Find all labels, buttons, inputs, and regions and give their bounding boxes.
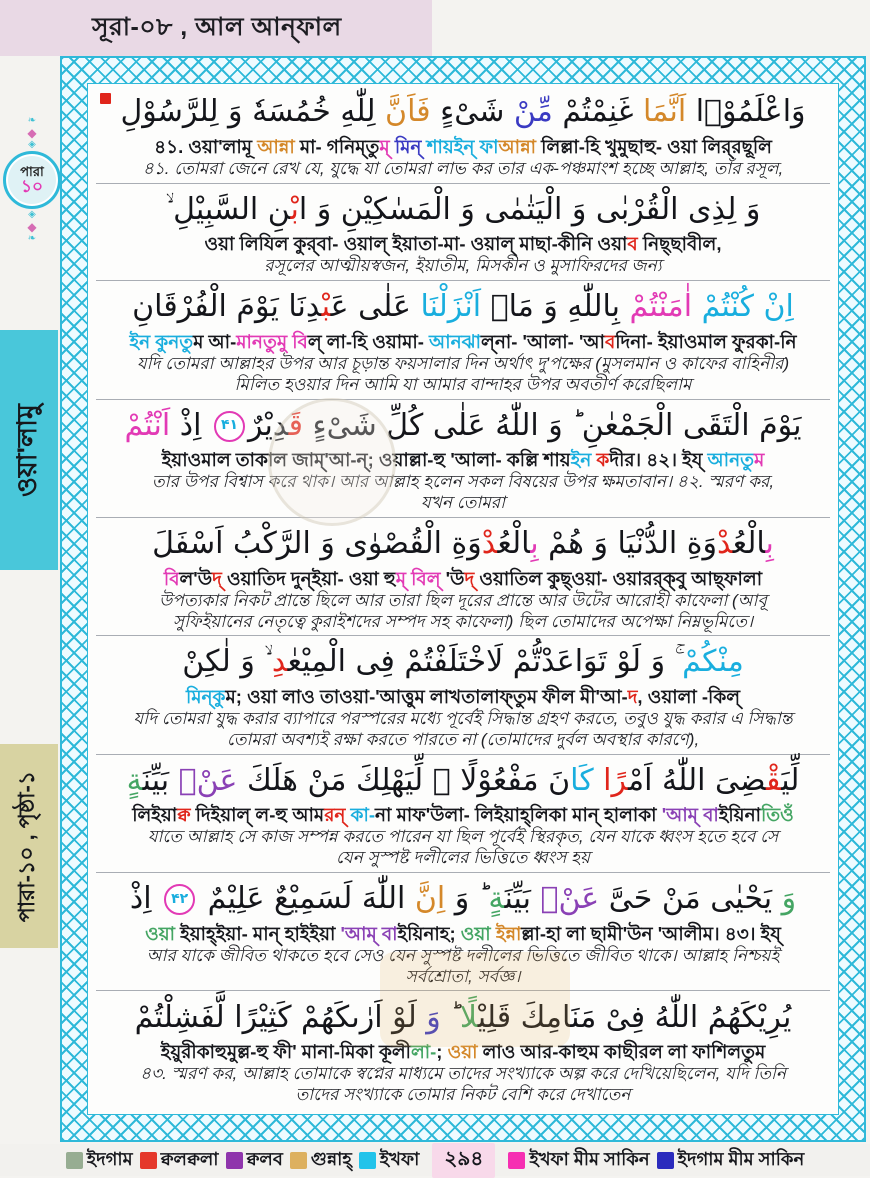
translation-line: উপত্যকার নিকট প্রান্তে ছিলে আর তারা ছিল দূরের প্রান্তে আর উটের আরোহী কাফেলা (আবূ bbox=[159, 590, 767, 610]
text-segment: ক্ব bbox=[177, 804, 191, 826]
text-segment: ম আ- bbox=[193, 331, 237, 353]
text-segment: ওয়া bbox=[447, 1041, 478, 1063]
translation-line-2: যেন সুস্পষ্ট দলীলের ভিত্তিতে ধ্বংস হয় bbox=[336, 848, 590, 868]
arabic-line bbox=[98, 997, 828, 1040]
transliteration-line bbox=[98, 567, 828, 591]
transliteration-line bbox=[98, 1040, 828, 1064]
text-segment: দিইয়াল্ ল-হু আম bbox=[190, 804, 325, 826]
surah-header bbox=[0, 0, 432, 56]
text-segment: ۚ وَ لَوْ تَوَاعَدْتُّمْ لَاخْتَلَفْتُمْ فِی الْمِیْعٰ bbox=[287, 644, 683, 680]
legend-item bbox=[657, 1145, 805, 1176]
text-segment: দ bbox=[627, 686, 638, 708]
text-segment: ৪১. ওয়া'লামূ bbox=[154, 135, 258, 157]
text-segment: ةٍ bbox=[126, 762, 143, 798]
text-segment: اِنَّ bbox=[414, 881, 446, 917]
text-segment: ব bbox=[604, 331, 616, 353]
text-segment: قْ bbox=[766, 762, 782, 798]
text-segment: وَةِ الدُّنْیَا وَ هُمْ bbox=[538, 526, 717, 562]
legend-item bbox=[66, 1145, 133, 1176]
text-segment: দ্ bbox=[464, 567, 475, 589]
text-segment: ; bbox=[436, 1041, 448, 1063]
text-segment: بِ bbox=[765, 526, 774, 562]
text-segment: ইন কুনতু bbox=[129, 331, 194, 353]
text-segment: বি bbox=[163, 567, 180, 589]
text-segment: নিছ্‌ছাবীল, bbox=[637, 233, 722, 255]
verse-block bbox=[96, 89, 830, 183]
translation-line-2: যখন তোমরা bbox=[420, 493, 506, 513]
translation-line: রসূলের আত্মীয়স্বজন, ইয়াতীম, মিসকীন ও মুসাফিরদের জন্য bbox=[264, 256, 662, 276]
text-segment: بَیِّنَ bbox=[504, 881, 541, 917]
page-ref-label: পারা-১০ , পৃষ্ঠা-১ bbox=[14, 770, 40, 922]
sidebar-tab-para-name bbox=[0, 330, 58, 570]
legend-item bbox=[226, 1145, 283, 1176]
text-segment: ةٍ bbox=[488, 881, 505, 917]
text-segment: ضِیَ اللّٰهُ اَمْ bbox=[628, 762, 767, 798]
legend-label: ক্বলব bbox=[246, 1148, 283, 1169]
text-segment: لِّیَ bbox=[781, 762, 800, 798]
tajweed-legend bbox=[0, 1144, 870, 1176]
arabic-line bbox=[98, 405, 828, 448]
translation-line-2: সর্বশ্রোতা, সর্বজ্ঞ। bbox=[405, 966, 521, 986]
text-segment: তিওঁ bbox=[760, 804, 794, 826]
text-segment: یُرِیْكَهُمُ اللّٰهُ فِیْ مَنَامِكَ قَلِیْ bbox=[477, 999, 792, 1035]
text-segment: بِ bbox=[530, 526, 539, 562]
text-segment: نَ مَفْعُوْلًا ۙ لِّیَهْلِكَ مَنْ هَلَكَ bbox=[237, 762, 571, 798]
translation-line: আর যাকে জীবিত থাকতে হবে সেও যেন সুস্পষ্ট দলীলের ভিত্তিতে জীবিত থাকে। আল্লাহ নিশ্চয়ই bbox=[146, 945, 780, 965]
text-segment: ওয়াতিল কুছ্‌ওয়া- ওয়ারর্‌ক্‌বু আছ্‌ফালা bbox=[474, 567, 763, 589]
translation-line-2: সুফিইয়ানের নেতৃত্বে কুরাইশদের সম্পদ সহ কাফেলা) ছিল তোমাদের অপেক্ষা নিম্নভূমিতে। bbox=[172, 611, 754, 631]
legend-label: গুন্নাহ্ bbox=[310, 1148, 352, 1169]
text-segment: ইন bbox=[570, 449, 592, 471]
text-segment: আন্না bbox=[257, 135, 295, 157]
text-segment: غَنِمْتُمْ bbox=[552, 94, 643, 130]
text-segment: اِذْ bbox=[129, 881, 162, 917]
text-segment: دِیْرٌ bbox=[247, 407, 289, 443]
page-number: ২৯৪ bbox=[432, 1143, 495, 1178]
text-segment: ওয়া bbox=[145, 922, 175, 944]
arabic-line bbox=[98, 760, 828, 803]
text-segment: ؕ وَ bbox=[445, 881, 489, 917]
text-segment: عَنْۢ bbox=[178, 762, 238, 798]
ornament-diamond-icon: ◆ bbox=[27, 126, 37, 140]
text-segment: عَنْۢ bbox=[540, 881, 600, 917]
text-segment: ওয়া লিযিল কুর্‌বা- ওয়াল্ ইয়াতা-মা- ওয়াল্ মাছা-কীনি ওয়া bbox=[204, 233, 628, 255]
text-segment: লাও আর-কাহুম কাছীরল লা ফাশিলতুম bbox=[477, 1041, 766, 1063]
text-segment: الْعُ bbox=[497, 526, 531, 562]
text-segment: كَا bbox=[570, 762, 594, 798]
ornament-diamond-icon: ◆ bbox=[27, 220, 37, 234]
text-segment: ম; ওয়া লাও তাওয়া-'আত্তুম লাখতালাফ্‌তুম ফীল মী'আ- bbox=[225, 686, 628, 708]
text-segment: ইয়িনাহ; bbox=[397, 922, 461, 944]
text-segment: 'আম্ বা bbox=[340, 922, 398, 944]
legend-color-swatch bbox=[657, 1152, 674, 1169]
text-segment: وَةِ الْقُصْوٰی وَ الرَّكْبُ اَسْفَلَ bbox=[152, 526, 482, 562]
legend-color-swatch bbox=[290, 1152, 307, 1169]
text-segment: قَ bbox=[288, 407, 303, 443]
legend-item bbox=[359, 1145, 420, 1176]
translation-line: তার উপর বিশ্বাস করে থাক। আর আল্লাহ হলেন সকল বিষয়ের উপর ক্ষমতাবান। ৪২. স্মরণ কর, bbox=[151, 472, 775, 492]
text-segment: ম্ বিল্ bbox=[395, 567, 441, 589]
text-segment: ওয়া bbox=[460, 922, 496, 944]
text-segment: وَاعْلَمُوْۤا bbox=[686, 94, 806, 130]
text-segment: ম bbox=[754, 449, 765, 471]
legend-item bbox=[140, 1145, 219, 1176]
text-segment: بَیِّنَ bbox=[142, 762, 179, 798]
sidebar-tab-page-ref bbox=[0, 744, 58, 948]
arabic-line bbox=[98, 286, 828, 329]
arabic-line bbox=[98, 523, 828, 566]
ruku-marker-square bbox=[100, 93, 111, 104]
text-segment: اِنْ كُنْتُمْ bbox=[701, 289, 794, 325]
legend-item bbox=[508, 1145, 649, 1176]
arabic-line bbox=[98, 641, 828, 684]
text-segment: , ওয়ালা -কিল্ bbox=[637, 686, 741, 708]
text-segment: মানতুমু বি bbox=[236, 331, 308, 353]
legend-label: ইদগাম মীম সাকিন bbox=[677, 1148, 805, 1169]
text-segment: دْ bbox=[717, 526, 733, 562]
legend-item bbox=[290, 1145, 352, 1176]
text-segment: ল্ লা-হি ওয়ামা- bbox=[307, 331, 430, 353]
text-segment: الْعُ bbox=[732, 526, 766, 562]
verse-block bbox=[96, 639, 830, 754]
text-segment: রন্ bbox=[324, 804, 346, 826]
text-segment: মা- গনিম্‌তু bbox=[294, 135, 380, 157]
translation-line: যদি তোমরা আল্লাহর উপর আর চূড়ান্ত ফয়সালার দিন অর্থাৎ দু'পক্ষের (মুসলমান ও কাফের বাহিনীর) bbox=[136, 354, 790, 374]
text-segment: শায়ইন্ ফা bbox=[426, 135, 499, 157]
verse-block bbox=[96, 284, 830, 399]
para-badge bbox=[3, 151, 61, 209]
legend-label: ইখফা মীম সাকিন bbox=[529, 1148, 650, 1169]
para-badge-number: ১০ bbox=[20, 177, 44, 197]
verse-block bbox=[96, 403, 830, 518]
legend-color-swatch bbox=[508, 1152, 525, 1169]
para-ornament bbox=[4, 96, 60, 264]
text-segment: اِذْ bbox=[170, 407, 211, 443]
text-segment: رًا bbox=[603, 762, 629, 798]
legend-color-swatch bbox=[226, 1152, 243, 1169]
legend-label: ইদগাম bbox=[86, 1148, 133, 1169]
verse-block bbox=[96, 521, 830, 636]
text-segment: ইয়াওমাল তাকাল জাম্‌'আ-ন্; ওয়াল্লা-হু 'আলা- কল্লি শায় bbox=[161, 449, 571, 471]
text-segment: ক bbox=[596, 449, 610, 471]
text-segment: دِ bbox=[271, 644, 288, 680]
text-segment: ইয়িনা bbox=[718, 804, 761, 826]
text-segment: ওয়াতিদ দুন্‌ইয়া- ওয়া হু bbox=[221, 567, 396, 589]
text-segment: یَوْمَ الْتَقَی الْجَمْعٰنِ ؕ وَ اللّٰهُ عَلٰی كُلِّ شَیْءٍ bbox=[302, 407, 802, 443]
text-segment: بِاللّٰهِ وَ مَاۤ bbox=[481, 289, 630, 325]
translation-line-2: তোমরা অবশ্যই রক্ষা করতে পারতে না (তোমাদের দুর্বল অবস্থার কারণে), bbox=[226, 729, 700, 749]
text-segment: اٰمَنْتُمْ bbox=[629, 289, 693, 325]
ornament-swirl-icon: ❧ bbox=[27, 233, 37, 244]
legend-color-swatch bbox=[140, 1152, 157, 1169]
transliteration-line bbox=[98, 330, 828, 354]
text-segment: بْ bbox=[321, 289, 331, 325]
text-segment: عَلٰی عَ bbox=[330, 289, 421, 325]
text-segment: مِنْكُمْ bbox=[682, 644, 744, 680]
text-segment: اللّٰهَ لَسَمِیْعٌ عَلِیْمٌ bbox=[198, 881, 415, 917]
para-badge-word: পারা bbox=[20, 163, 44, 179]
text-segment: দীর। ৪২। ইয্ bbox=[609, 449, 708, 471]
text-segment: কা- bbox=[350, 804, 376, 826]
transliteration-line bbox=[98, 135, 828, 159]
para-name-label: ওয়া'লামু bbox=[11, 403, 42, 497]
transliteration-line bbox=[98, 448, 828, 472]
text-segment: লা- bbox=[410, 1041, 437, 1063]
text-segment: اَنْزَلْنَا bbox=[420, 289, 482, 325]
verse-block bbox=[96, 758, 830, 873]
translation-line: যদি তোমরা যুদ্ধ করার ব্যাপারে পরস্পরের মধ্যে পূর্বেই সিদ্ধান্ত গ্রহণ করতে, তবুও যুদ্ধ করার এ সিদ্ধান্ত bbox=[133, 709, 793, 729]
text-segment bbox=[692, 289, 702, 324]
legend-color-swatch bbox=[66, 1152, 83, 1169]
surah-title: সূরা-০৮ , আল আন্‌ফাল bbox=[92, 12, 342, 41]
legend-color-swatch bbox=[359, 1152, 376, 1169]
text-segment: مِّنْ bbox=[513, 94, 553, 130]
ornament-dot-icon: ◈ bbox=[28, 209, 36, 220]
text-segment: ল্‌না- 'আলা- 'আ bbox=[481, 331, 605, 353]
text-segment: লিল্লা-হি খুমুছাহু- ওয়া লির্‌রছূলি bbox=[536, 135, 772, 157]
translation-line-2: মিলিত হওয়ার দিন আমি যা আমার বান্দাহর উপর অবতীর্ণ করেছিলাম bbox=[234, 374, 692, 394]
text-segment: ম্ bbox=[379, 135, 390, 157]
transliteration-line bbox=[98, 803, 828, 827]
legend-label: ক্বলক্বলা bbox=[160, 1148, 219, 1169]
text-segment: দ্ bbox=[212, 567, 222, 589]
verse-block bbox=[96, 187, 830, 281]
text-segment: بْ bbox=[290, 191, 299, 227]
arabic-line bbox=[98, 189, 828, 232]
verse-block bbox=[96, 995, 830, 1109]
arabic-line bbox=[98, 91, 828, 134]
text-segment: 'আম্ বা bbox=[661, 804, 719, 826]
arabic-line bbox=[98, 878, 828, 921]
text-segment: اَنَّمَا bbox=[642, 94, 687, 130]
text-segment: ব bbox=[627, 233, 638, 255]
text-segment: لِلّٰهِ خُمُسَهٗ وَ لِلرَّسُوْلِ bbox=[120, 94, 386, 130]
translation-line: ৪৩. স্মরণ কর, আল্লাহ তোমাকে স্বপ্নের মাধ্যমে তাদের সংখ্যাকে অল্প করে দেখিয়েছিলেন, যদি তিনি bbox=[140, 1064, 786, 1084]
text-segment: ۙ وَ لٰكِنْ bbox=[182, 644, 272, 680]
verse-number-circle: ۴۱ bbox=[214, 411, 245, 442]
ornament-dot-icon: ◈ bbox=[28, 139, 36, 150]
transliteration-line bbox=[98, 922, 828, 946]
text-segment: ইয়ুরীকাহুমুল্ল-হু ফী' মানা-মিকা কূলী bbox=[160, 1041, 411, 1063]
translation-line: যাতে আল্লাহ সে কাজ সম্পন্ন করতে পারেন যা ছিল পূর্বেই স্থিরকৃত, যেন যাকে ধ্বংস হতে হবে সে bbox=[147, 827, 779, 847]
text-segment: اَنْتُمْ bbox=[124, 407, 171, 443]
text-segment: نِ السَّبِیْلِ ۙ bbox=[165, 191, 291, 227]
ornament-swirl-icon: ❧ bbox=[27, 115, 37, 126]
quran-text-area bbox=[87, 83, 839, 1115]
text-segment: না মাফ'উলা- লিইয়াহ্‌লিকা মান্ হালাকা bbox=[375, 804, 662, 826]
text-segment: আনঝা bbox=[429, 331, 482, 353]
text-segment: وَ bbox=[426, 999, 441, 1035]
text-segment: মিন্‌কু bbox=[185, 686, 226, 708]
text-segment: دِنَا یَوْمَ الْفُرْقَانِ bbox=[132, 289, 322, 325]
text-segment: لَوْ اَرٰىكَهُمْ كَثِیْرًا لَّفَشِلْتُمْ bbox=[134, 999, 427, 1035]
text-segment: আনতু bbox=[707, 449, 755, 471]
lattice-border-frame bbox=[60, 56, 866, 1142]
text-segment: ؕ bbox=[440, 999, 460, 1035]
verse-block bbox=[96, 876, 830, 991]
text-segment: شَیْءٍ bbox=[430, 94, 514, 130]
text-segment: দিনা- ইয়াওমাল ফুরকা-নি bbox=[615, 331, 797, 353]
text-segment bbox=[594, 763, 604, 798]
transliteration-line bbox=[98, 232, 828, 256]
text-segment: লিইয়া bbox=[132, 804, 178, 826]
translation-line: ৪১. তোমরা জেনে রেখ যে, যুদ্ধে যা তোমরা লাভ কর তার এক-পঞ্চমাংশ হচ্ছে আল্লাহ, তাঁর রসূল, bbox=[142, 158, 784, 178]
text-segment: ল'উ bbox=[179, 567, 213, 589]
text-segment: فَاَنَّ bbox=[385, 94, 431, 130]
text-segment: ইয়াহ্‌ইয়া- মান্ হাইইয়া bbox=[175, 922, 341, 944]
text-segment: ল্লা-হা লা ছামী'উন 'আলীম। ৪৩। ইয্ bbox=[521, 922, 781, 944]
text-segment: وَ bbox=[781, 881, 797, 917]
translation-line-2: তাদের সংখ্যাকে তোমার নিকট বেশি করে দেখাতেন bbox=[295, 1084, 631, 1104]
text-segment: 'উ bbox=[440, 567, 465, 589]
text-segment: لًا bbox=[459, 999, 478, 1035]
legend-label: ইখফা bbox=[379, 1148, 420, 1169]
text-segment: ইন্না bbox=[495, 922, 522, 944]
transliteration-line bbox=[98, 685, 828, 709]
verse-number-circle: ۴۲ bbox=[164, 884, 195, 915]
text-segment: وَ لِذِی الْقُرْبٰی وَ الْیَتٰمٰی وَ الْمَسٰكِیْنِ وَ ا bbox=[298, 191, 761, 227]
text-segment: یَحْیٰی مَنْ حَیَّ bbox=[599, 881, 782, 917]
text-segment: دْ bbox=[481, 526, 498, 562]
text-segment: মিন্ bbox=[394, 135, 422, 157]
text-segment: আন্না bbox=[498, 135, 537, 157]
